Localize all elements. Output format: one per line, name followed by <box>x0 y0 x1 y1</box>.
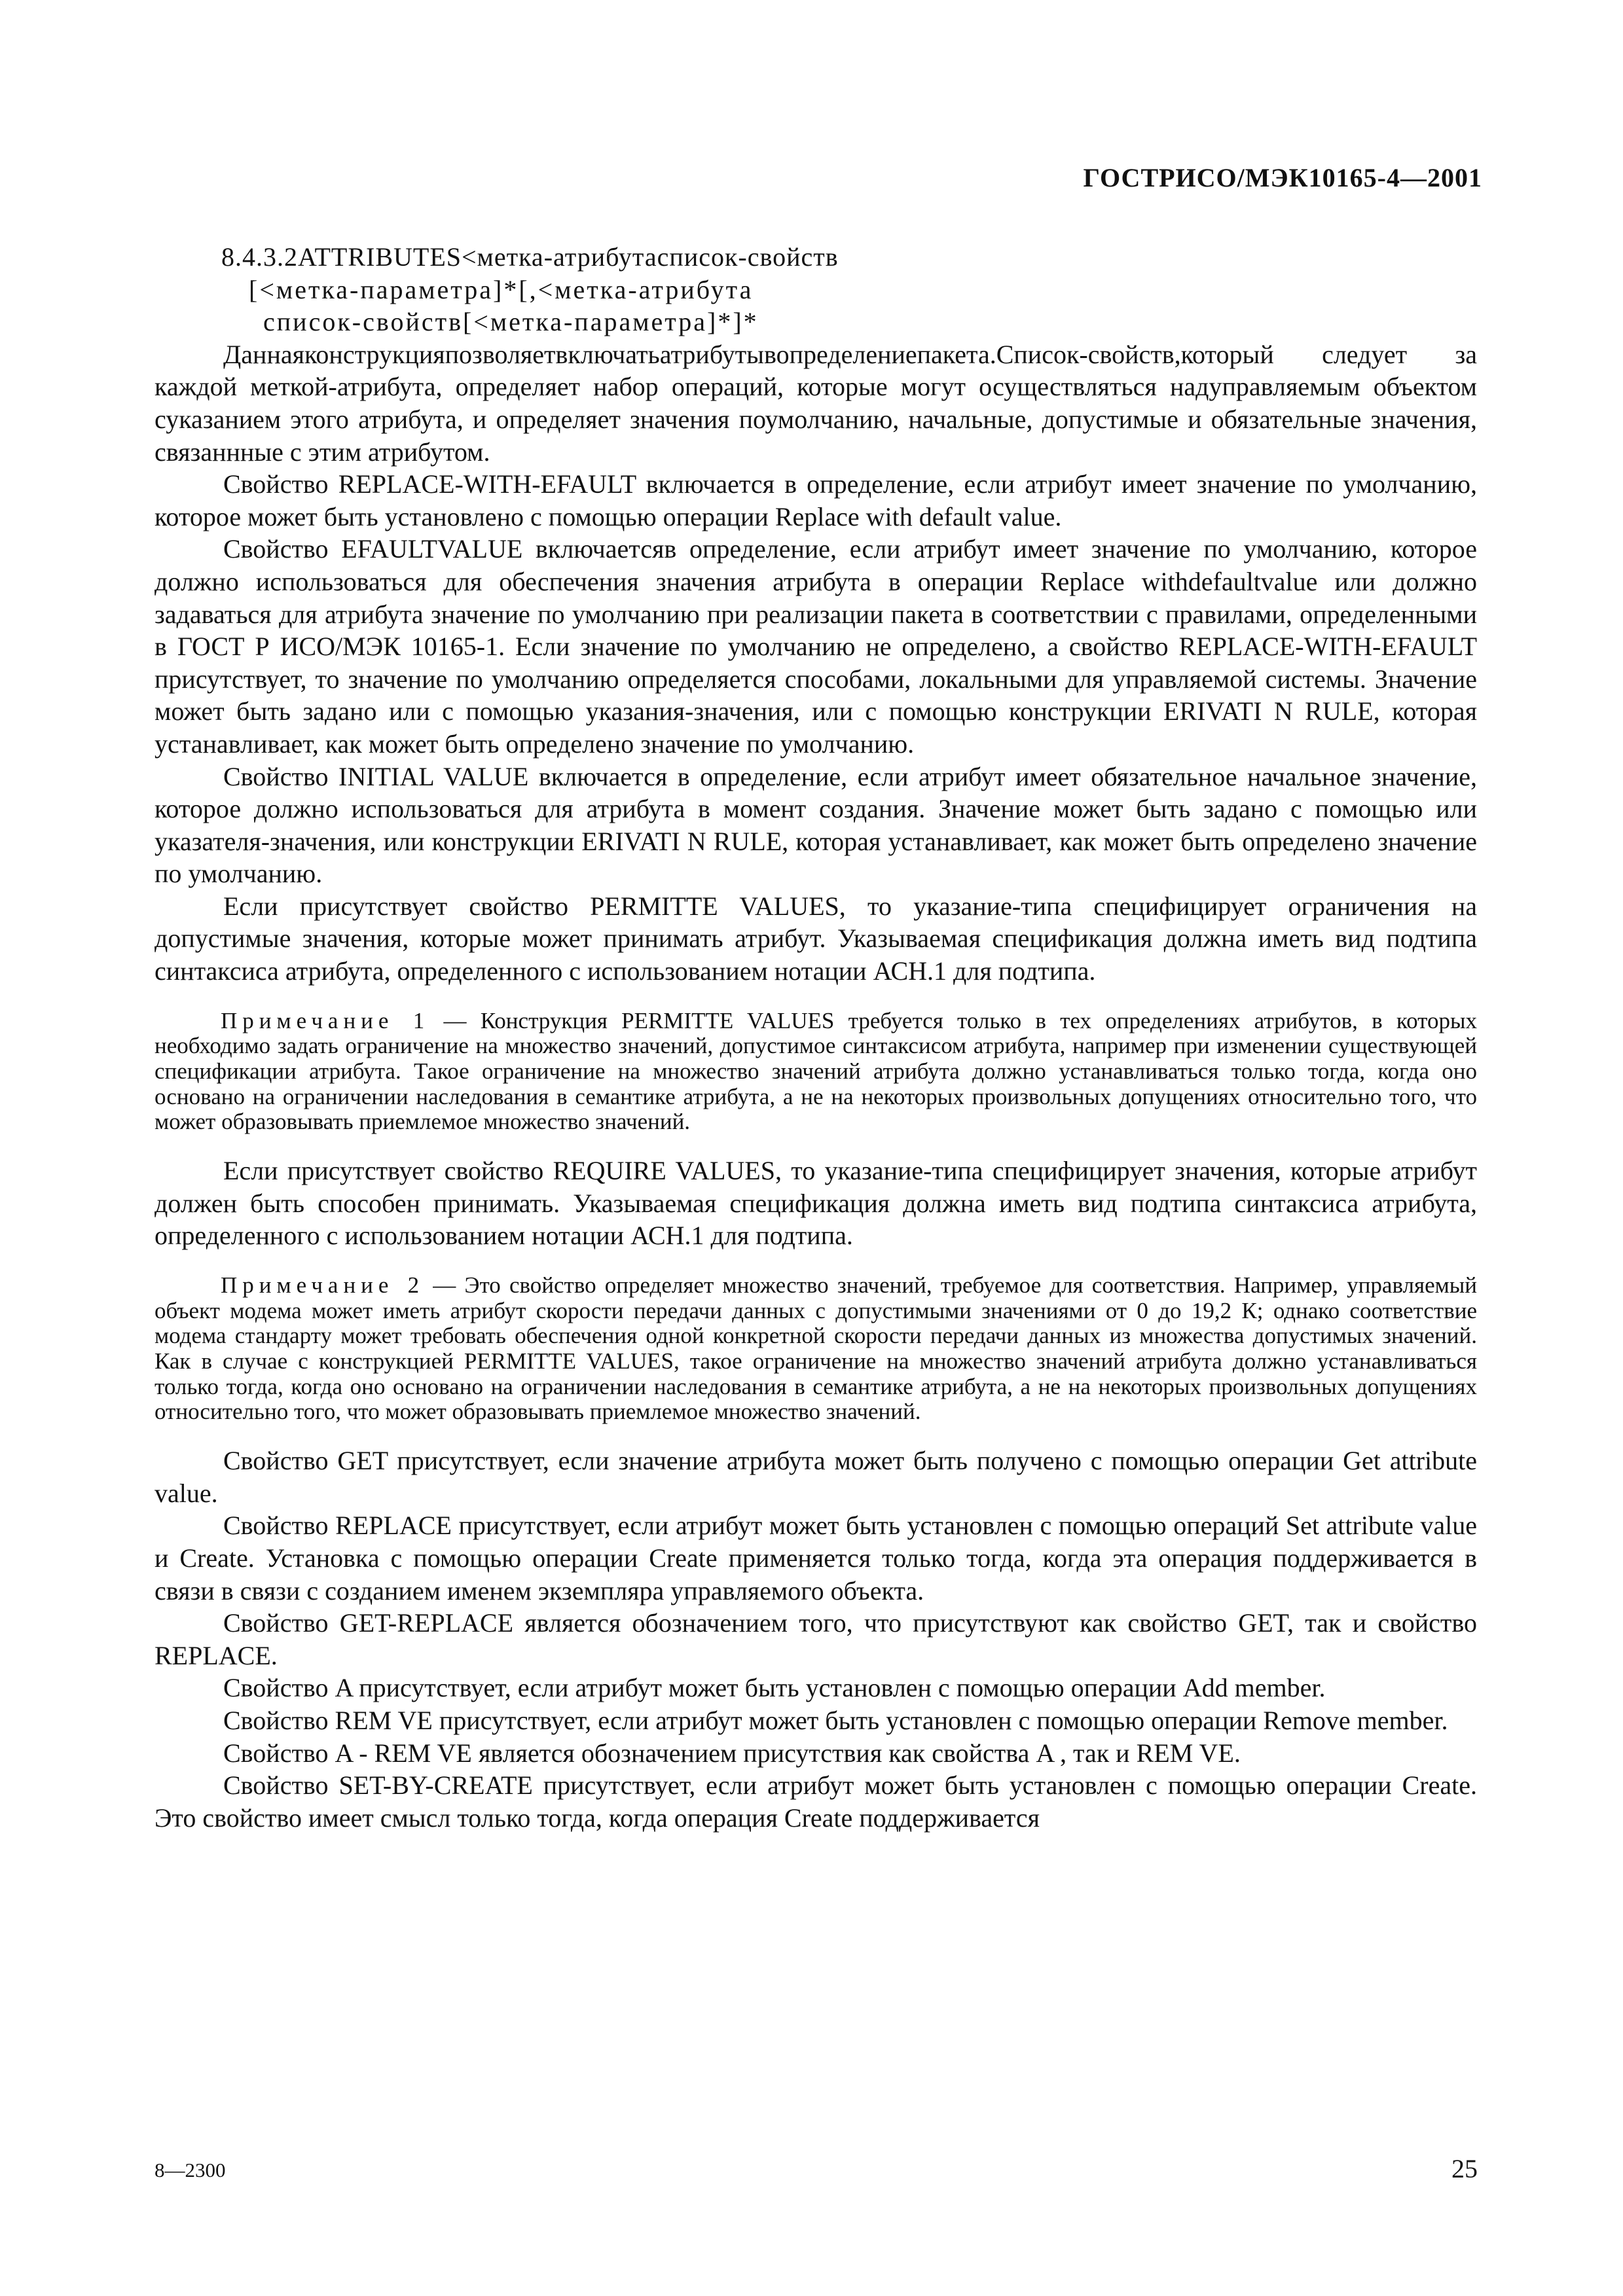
paragraph: Свойство GET присутствует, если значение атрибута может быть получено с помощью операции Get attribute value. <box>155 1446 1477 1508</box>
note-text: — Конструкция PERMITTE VALUES требуется только в тех определениях атрибутов, в которых необходимо задать ограничение на множество значений, допустимое синтаксисом атрибута, например при изменении существующей спецификации атрибута. Такое ограничение на множество значений атрибута должно устанавливаться только тогда, когда оно основано на ограничении наследования в семантике атрибута, а не на некоторых произвольных допущениях относительно того, что может образовывать приемлемое множество значений. <box>155 1007 1477 1135</box>
body-text-block-2 <box>155 1155 1477 1252</box>
paragraph: Даннаяконструкцияпозволяетвключатьатрибутывопределениепакета.Список-свойств,который следует за каждой меткой-атрибута, определяет набор операций, которые могут осуществляться надуправляемым объектом суказанием этого атрибута, и определяет значения поумолчанию, начальные, допустимые и обязательные значения, связаннные с этим атрибутом. <box>155 339 1477 467</box>
paragraph: Свойство A - REM VE является обозначением присутствия как свойства A , так и REM VE. <box>223 1738 1241 1768</box>
note-text: — Это свойство определяет множество значений, требуемое для соответствия. Например, управляемый объект модема может иметь атрибут скорости передачи данных с допустимыми значениями от 0 до 19,2 К; однако соответствие модема стандарту может требовать обеспечения одной конкретной скорости передачи данных из множества допустимых значений. Как в случае с конструкцией PERMITTE VALUES, такое ограничение на множество значений атрибута должно устанавливаться только тогда, когда оно основано на ограничении наследования в семантике атрибута, а не на некоторых произвольных допущениях относительно того, что может образовывать приемлемое множество значений. <box>155 1272 1478 1425</box>
note-2 <box>155 1273 1477 1425</box>
page-number: 25 <box>1451 2154 1478 2183</box>
paragraph: Свойство EFAULTVALUE включаетсяв определение, если атрибут имеет значение по умолчанию, которое должно использоваться для обеспечения значения атрибута в операции Replace withdefaultvalue или должно задаваться для атрибута значение по умолчанию при реализации пакета в соответствии с правилами, определенными в ГОСТ Р ИСО/МЭК 10165-1. Если значение по умолчанию не определено, а свойство REPLACE-WITH-EFAULT присутствует, то значение по умолчанию определяется способами, локальными для управляемой системы. Значение может быть задано или с помощью указания-значения, или с помощью конструкции ERIVATI N RULE, которая устанавливает, как может быть определено значение по умолчанию. <box>155 534 1477 759</box>
paragraph: Свойство INITIAL VALUE включается в определение, если атрибут имеет обязательное начальное значение, которое должно использоваться для атрибута в момент создания. Значение может быть задано с помощью или указателя-значения, или конструкции ERIVATI N RULE, которая устанавливает, как может быть определено значение по умолчанию. <box>155 761 1477 889</box>
page-content <box>155 241 1477 1834</box>
note-1 <box>155 1009 1477 1136</box>
paragraph: Свойство REPLACE-WITH-EFAULT включается в определение, если атрибут имеет значение по умолчанию, которое может быть установлено с помощью операции Replace with default value. <box>155 469 1477 531</box>
section-syntax-block <box>155 241 1477 338</box>
syntax-line-1: 8.4.3.2ATTRIBUTES<метка-атрибутасписок-свойств <box>221 242 839 272</box>
paragraph: Свойство SET-BY-CREATE присутствует, если атрибут может быть установлен с помощью операции Create. Это свойство имеет смысл только тогда, когда операция Create поддерживается <box>155 1770 1477 1833</box>
paragraph: Если присутствует свойство REQUIRE VALUES, то указание-типа специфицирует значения, которые атрибут должен быть способен принимать. Указываемая спецификация должна иметь вид подтипа синтаксиса атрибута, определенного с использованием нотации АСН.1 для подтипа. <box>155 1156 1477 1251</box>
footer-print-code: 8—2300 <box>155 2159 226 2181</box>
paragraph: Свойство REPLACE присутствует, если атрибут может быть установлен с помощью операций Set attribute value и Create. Установка с помощью операции Create применяется только тогда, когда эта операция поддерживается в связи в связи с созданием именем экземпляра управляемого объекта. <box>155 1511 1477 1605</box>
syntax-line-3: список-свойств[<метка-параметра]*]* <box>263 307 759 337</box>
paragraph: Если присутствует свойство PERMITTE VALUES, то указание-типа специфицирует ограничения на допустимые значения, которые может принимать атрибут. Указываемая спецификация должна иметь вид подтипа синтаксиса атрибута, определенного с использованием нотации АСН.1 для подтипа. <box>155 891 1477 986</box>
body-text-block-3 <box>155 1444 1477 1834</box>
page-header-standard-title: ГОСТРИСО/МЭК10165-4—2001 <box>1083 163 1482 192</box>
syntax-line-2: [<метка-параметра]*[,<метка-атрибута <box>249 274 754 304</box>
note-label: Примечание 2 <box>221 1272 425 1298</box>
body-text-block-1 <box>155 338 1477 988</box>
paragraph: Свойство REM VE присутствует, если атрибут может быть установлен с помощью операции Remove member. <box>223 1705 1448 1735</box>
note-label: Примечание 1 <box>221 1007 430 1033</box>
paragraph: Свойство A присутствует, если атрибут может быть установлен с помощью операции Add member. <box>223 1673 1326 1703</box>
paragraph: Свойство GET-REPLACE является обозначением того, что присутствуют как свойство GET, так и свойство REPLACE. <box>155 1608 1477 1670</box>
